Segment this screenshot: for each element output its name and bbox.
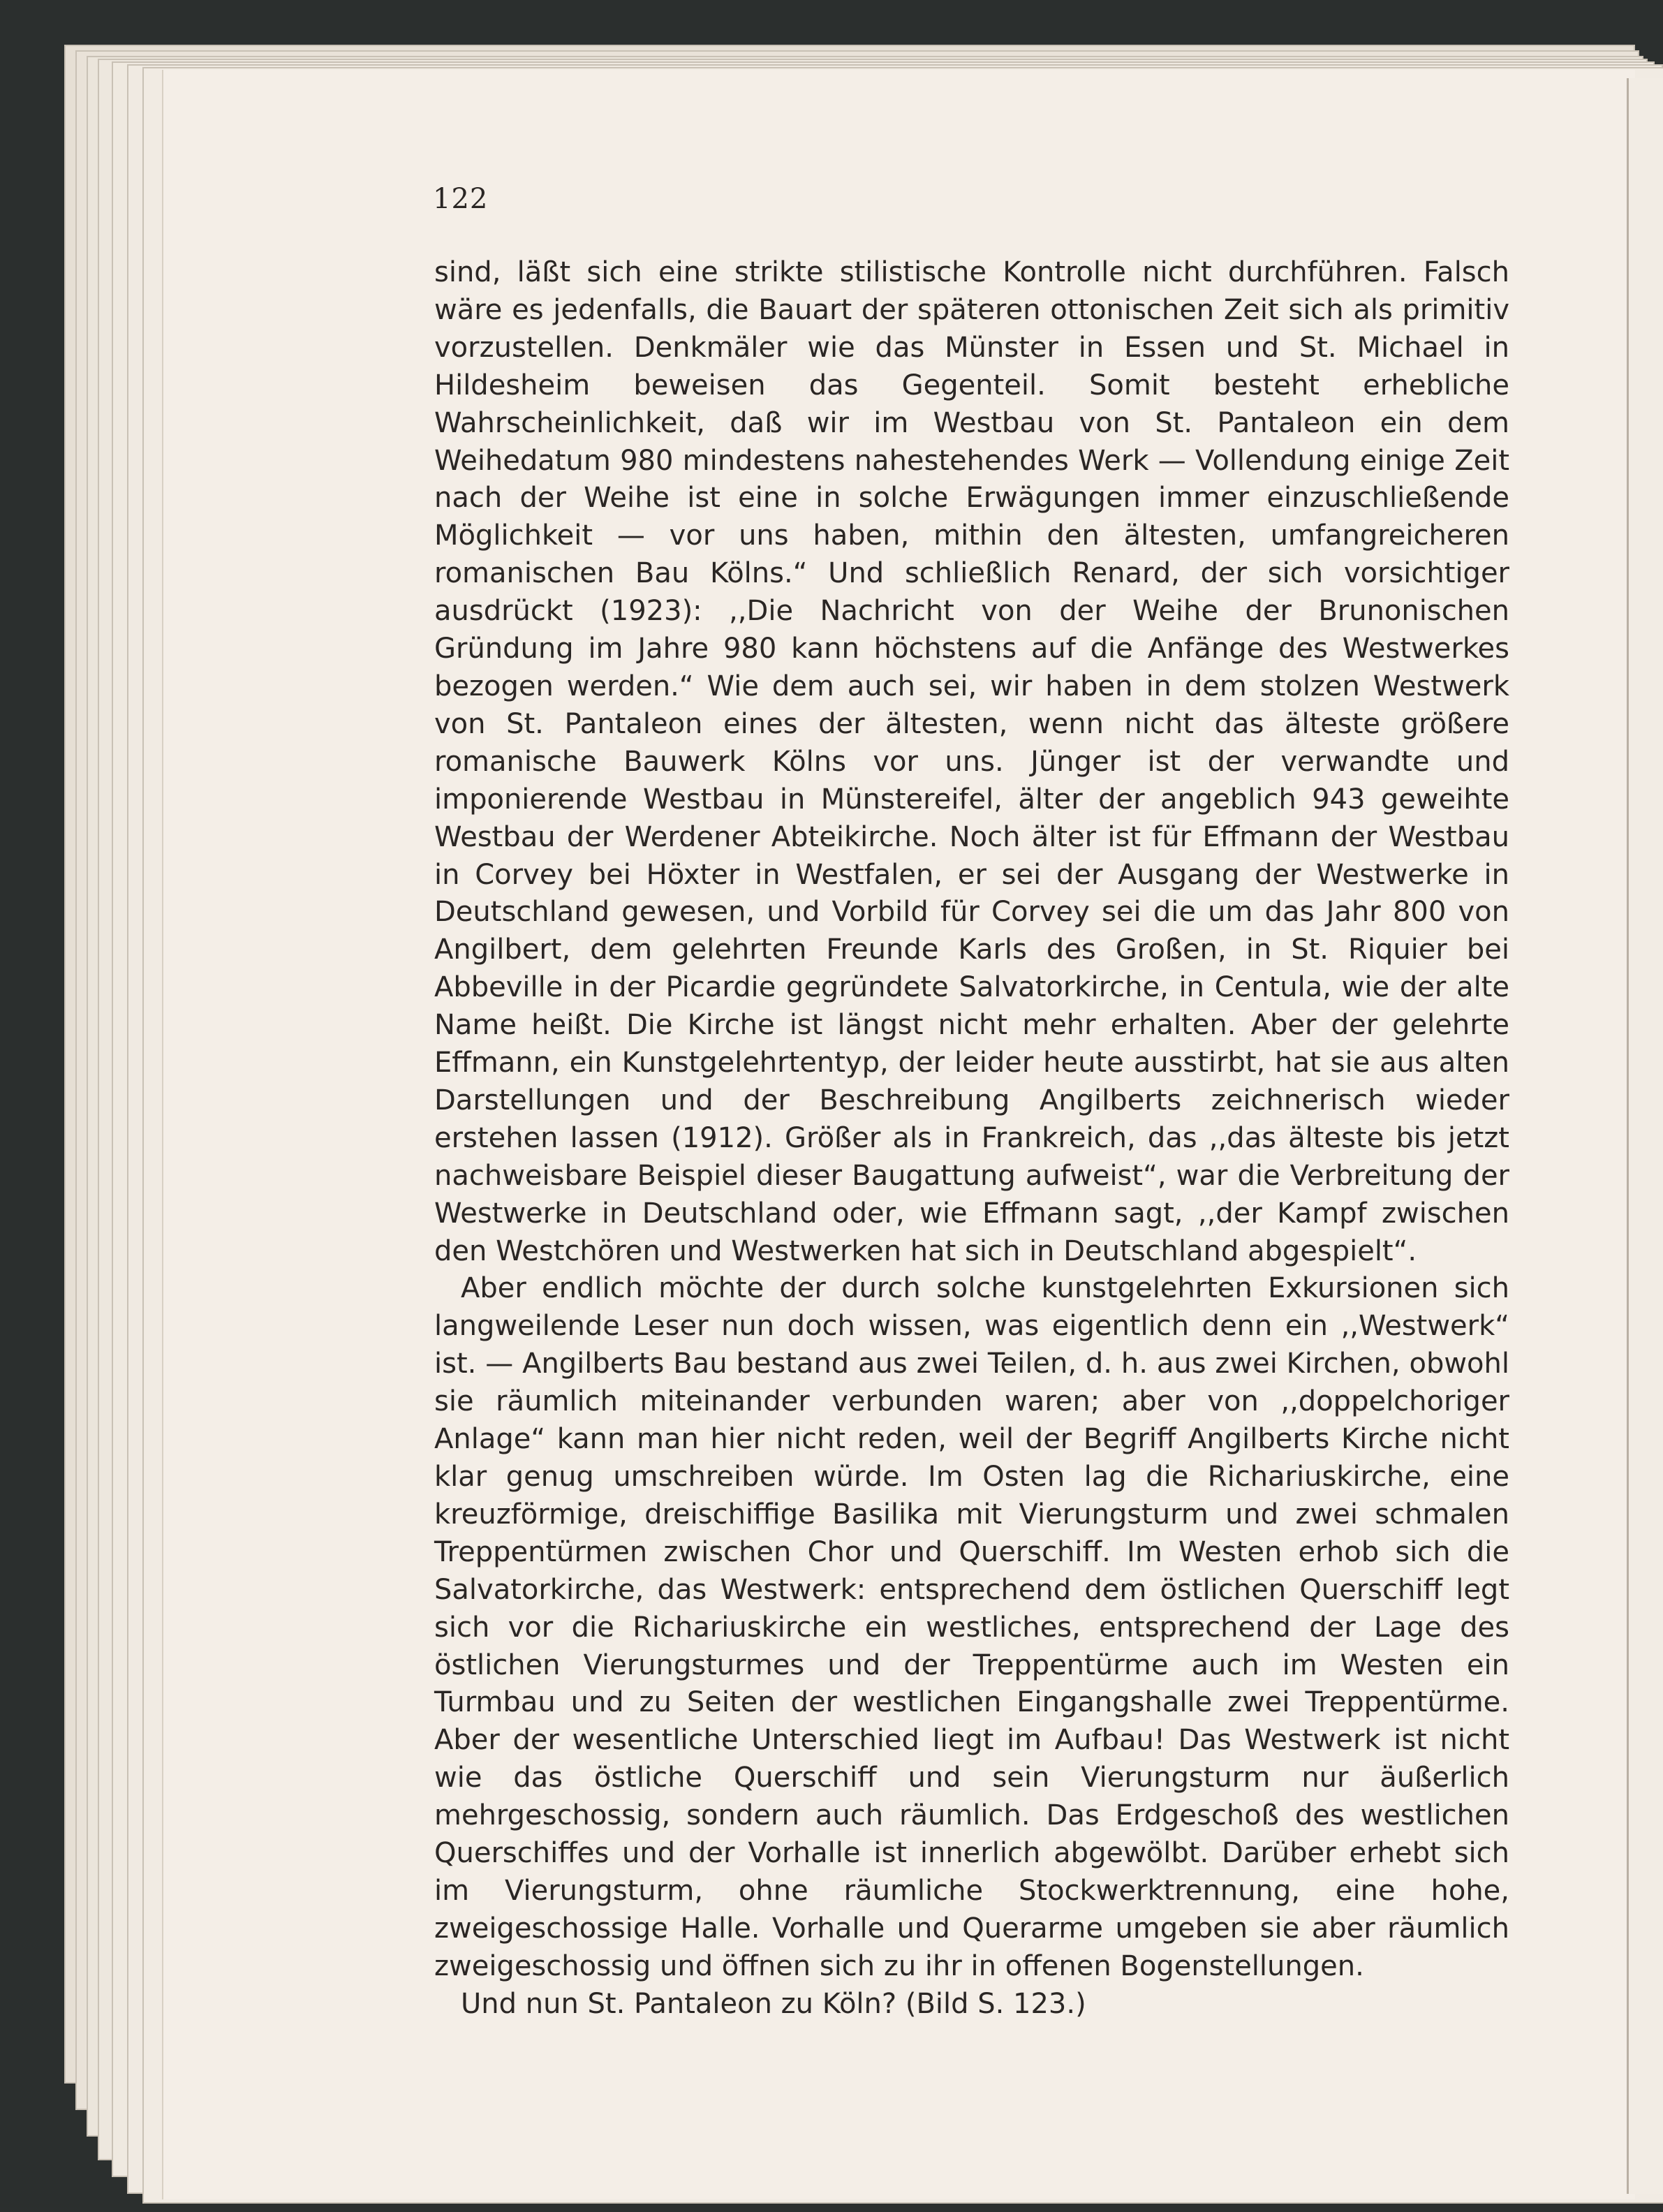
paragraph: Aber endlich möchte der durch solche kunstgelehrten Exkursionen sich langweilende Leser nun doch wissen, was eigentlich denn ein ,,Westwerk“ ist. — Angilberts Bau bestand aus zwei Teilen, d. h. aus zwei Kirchen, obwohl sie räumlich miteinander verbunden waren; aber von ,,doppelchoriger Anlage“ kann man hier nicht reden, weil der Begriff Angilberts Kirche nicht klar genug umschreiben würde. Im Osten lag die Richariuskirche, eine kreuzförmige, dreischiffige Basilika mit Vierungsturm und zwei schmalen Treppentürmen zwischen Chor und Querschiff. Im Westen erhob sich die Salvatorkirche, das Westwerk: entsprechend dem östlichen Querschiff legt sich vor die Richariuskirche ein westliches, entsprechend der Lage des östlichen Vierungsturmes und der Treppentürme auch im Westen ein Turmbau und zu Seiten der westlichen Eingangshalle zwei Treppentürme. Aber der wesentliche Unterschied liegt im Aufbau! Das Westwerk ist nicht wie das östliche Querschiff und sein Vierungsturm nur äußerlich mehrgeschossig, sondern auch räumlich. Das Erdgeschoß des westlichen Querschiffes und der Vorhalle ist innerlich abgewölbt. Darüber erhebt sich im Vierungsturm, ohne räumliche Stockwerktrennung, eine hohe, zweigeschossige Halle. Vorhalle und Querarme umgeben sie aber räumlich zweigeschossig und öffnen sich zu ihr in offenen Bogenstellungen. xyxy=(434,1272,1509,1982)
facing-page-edge xyxy=(1627,78,1663,2194)
paragraph: sind, läßt sich eine strikte stilistische Kontrolle nicht durchführen. Falsch wäre es jedenfalls, die Bauart der späteren ottonischen Zeit sich als primitiv vorzustellen. Denkmäler wie das Münster in Essen und St. Michael in Hildesheim beweisen das Gegenteil. Somit besteht erhebliche Wahrscheinlichkeit, daß wir im Westbau von St. Pantaleon ein dem Weihedatum 980 mindestens nahestehendes Werk — Vollendung einige Zeit nach der Weihe ist eine in solche Erwägungen immer einzuschließende Möglichkeit — vor uns haben, mithin den ältesten, umfangreicheren romanischen Bau Kölns.“ Und schließlich Renard, der sich vorsichtiger ausdrückt (1923): ,,Die Nachricht von der Weihe der Brunonischen Gründung im Jahre 980 kann höchstens auf die Anfänge des Westwerkes bezogen werden.“ Wie dem auch sei, wir haben in dem stolzen Westwerk von St. Pantaleon eines der ältesten, wenn nicht das älteste größere romanische Bauwerk Kölns vor uns. Jünger ist der verwandte und imponierende Westbau in Münstereifel, älter der angeblich 943 geweihte Westbau der Werdener Abteikirche. Noch älter ist für Effmann der Westbau in Corvey bei Höxter in Westfalen, er sei der Ausgang der Westwerke in Deutschland gewesen, und Vorbild für Corvey sei die um das Jahr 800 von Angilbert, dem gelehrten Freunde Karls des Großen, in St. Riquier bei Abbeville in der Picardie gegründete Salvatorkirche, in Centula, wie der alte Name heißt. Die Kirche ist längst nicht mehr erhalten. Aber der gelehrte Effmann, ein Kunstgelehrtentyp, der leider heute ausstirbt, hat sie aus alten Darstellungen und der Beschreibung Angilberts zeichnerisch wieder erstehen lassen (1912). Größer als in Frankreich, das ,,das älteste bis jetzt nachweisbare Beispiel dieser Baugattung aufweist“, war die Verbreitung der Westwerke in Deutschland oder, wie Effmann sagt, ,,der Kampf zwischen den Westchören und Westwerken hat sich in Deutschland abgespielt“. xyxy=(434,256,1509,1267)
page-number: 122 xyxy=(433,183,489,215)
paragraph: Und nun St. Pantaleon zu Köln? (Bild S. 123.) xyxy=(461,1987,1086,2020)
body-text xyxy=(434,254,1509,2023)
